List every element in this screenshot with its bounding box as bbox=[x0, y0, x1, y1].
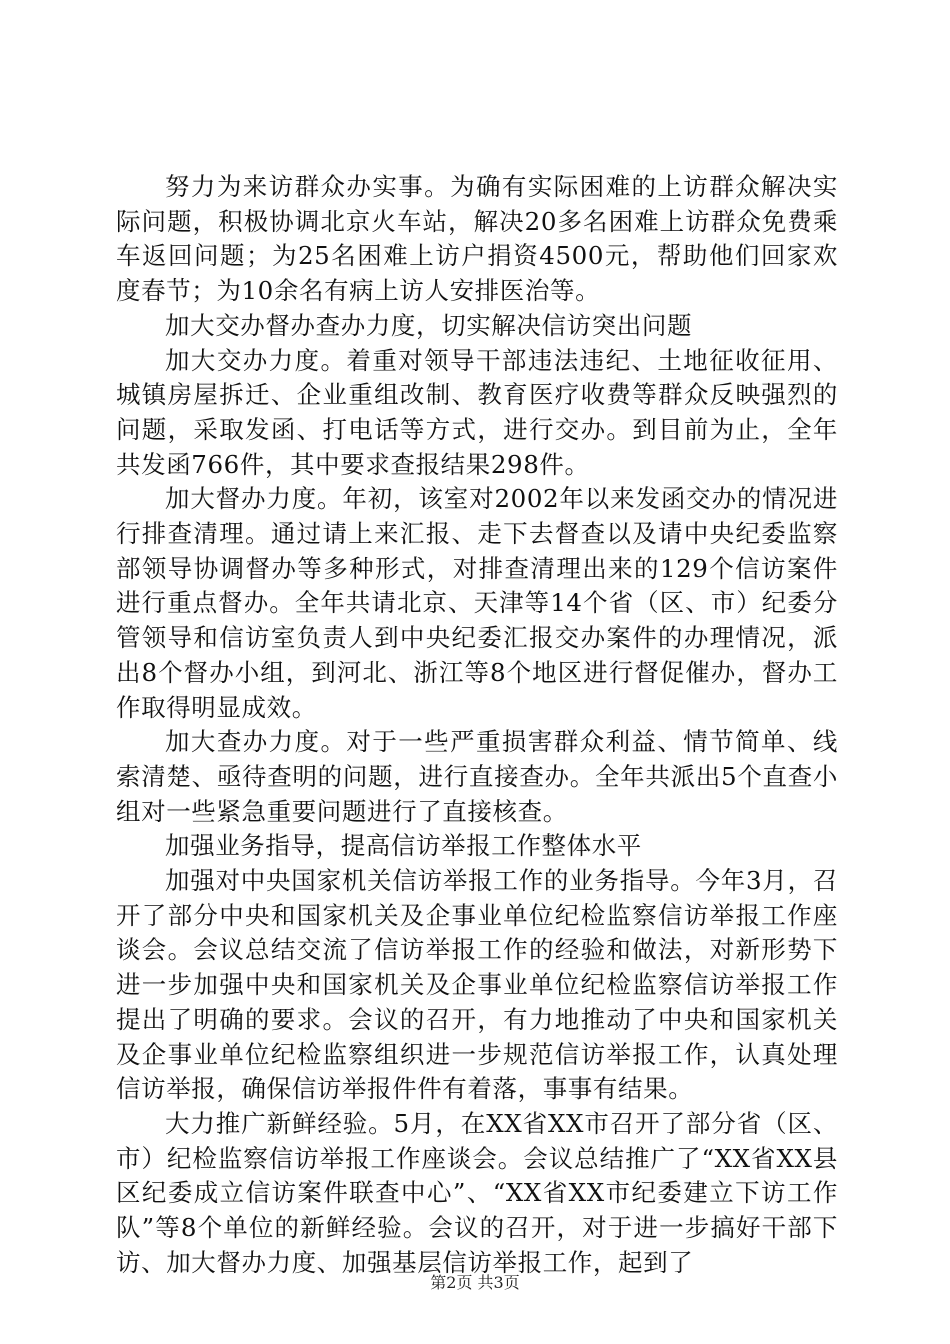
document-body bbox=[116, 170, 838, 1281]
page-footer bbox=[0, 1273, 950, 1293]
paragraph-6: 大力推广新鲜经验。5月，在XX省XX市召开了部分省（区、市）纪检监察信访举报工作座谈会。会议总结推广了“XX省XX县区纪委成立信访案件联查中心”、“XX省XX市纪委建立下访工作队”等8个单位的新鲜经验。会议的召开，对于进一步搞好干部下访、加大督办力度、加强基层信访举报工作，起到了 bbox=[116, 1108, 838, 1277]
section-heading-1: 加大交办督办查办力度，切实解决信访突出问题 bbox=[165, 310, 693, 340]
paragraph-4: 加大查办力度。对于一些严重损害群众利益、情节简单、线索清楚、亟待查明的问题，进行直接查办。全年共派出5个直查小组对一些紧急重要问题进行了直接核查。 bbox=[116, 727, 838, 826]
paragraph-3: 加大督办力度。年初，该室对2002年以来发函交办的情况进行排查清理。通过请上来汇报、走下去督查以及请中央纪委监察部领导协调督办等多种形式，对排查清理出来的129个信访案件进行重点督办。全年共请北京、天津等14个省（区、市）纪委分管领导和信访室负责人到中央纪委汇报交办案件的办理情况，派出8个督办小组，到河北、浙江等8个地区进行督促催办，督办工作取得明显成效。 bbox=[116, 484, 838, 722]
paragraph-1: 努力为来访群众办实事。为确有实际困难的上访群众解决实际问题，积极协调北京火车站，解决20多名困难上访群众免费乘车返回问题；为25名困难上访户捐资4500元，帮助他们回家欢度春节；为10余名有病上访人安排医治等。 bbox=[116, 172, 838, 306]
paragraph-5: 加强对中央国家机关信访举报工作的业务指导。今年3月，召开了部分中央和国家机关及企事业单位纪检监察信访举报工作座谈会。会议总结交流了信访举报工作的经验和做法，对新形势下进一步加强中央和国家机关及企事业单位纪检监察信访举报工作提出了明确的要求。会议的召开，有力地推动了中央和国家机关及企事业单位纪检监察组织进一步规范信访举报工作，认真处理信访举报，确保信访举报件件有着落，事事有结果。 bbox=[116, 866, 838, 1104]
section-heading-2: 加强业务指导，提高信访举报工作整体水平 bbox=[165, 831, 642, 861]
paragraph-2: 加大交办力度。着重对领导干部违法违纪、土地征收征用、城镇房屋拆迁、企业重组改制、教育医疗收费等群众反映强烈的问题，采取发函、打电话等方式，进行交办。到目前为止，全年共发函766件，其中要求查报结果298件。 bbox=[116, 345, 838, 479]
page-number: 第2页 共3页 bbox=[430, 1273, 520, 1292]
